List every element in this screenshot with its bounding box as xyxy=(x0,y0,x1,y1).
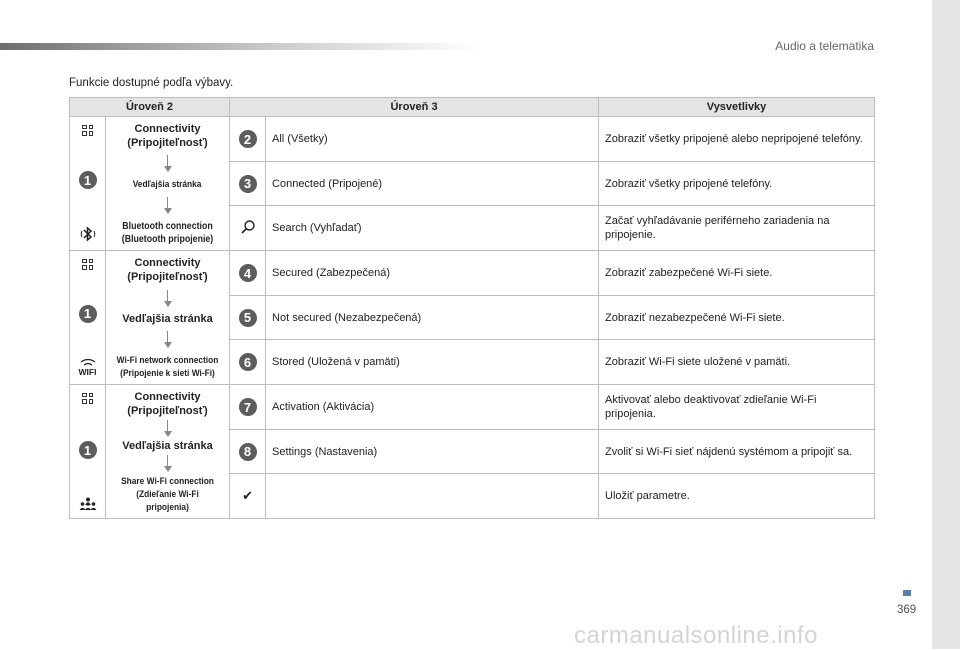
table-header-row xyxy=(70,98,875,117)
desc-settings: Zvoliť si Wi-Fi sieť nájdenú systémom a pripojiť sa. xyxy=(599,430,875,474)
header-level3: Úroveň 3 xyxy=(230,98,599,117)
arrow-down-icon xyxy=(164,155,172,172)
badge-6: 6 xyxy=(239,353,257,371)
level3-badge-cell xyxy=(230,430,266,474)
apps-grid-icon xyxy=(82,259,93,270)
page-number: 369 xyxy=(897,604,917,616)
apps-grid-icon xyxy=(82,125,93,136)
desc-secured: Zobraziť zabezpečené Wi-Fi siete. xyxy=(599,251,875,296)
watermark: carmanualsonline.info xyxy=(574,622,818,649)
arrow-down-icon xyxy=(164,455,172,472)
share-users-icon xyxy=(79,497,97,511)
level3-badge-cell xyxy=(230,162,266,206)
page-marker xyxy=(903,590,911,596)
level2-bluetooth xyxy=(106,117,230,251)
search-icon xyxy=(240,219,256,235)
table-row xyxy=(70,251,875,296)
level3-settings: Settings (Nastavenia) xyxy=(266,430,599,474)
header-explanations: Vysvetlivky xyxy=(599,98,875,117)
level2-wifi-connection: Wi-Fi network connection (Pripojenie k sieti Wi-Fi) xyxy=(116,354,219,379)
level3-connected: Connected (Pripojené) xyxy=(266,162,599,206)
group-icons-wifi xyxy=(70,251,106,385)
desc-all: Zobraziť všetky pripojené alebo nepripojené telefóny. xyxy=(599,117,875,162)
level3-badge-cell xyxy=(230,251,266,296)
header-gradient-bar xyxy=(0,43,480,50)
badge-1: 1 xyxy=(79,441,97,459)
badge-1: 1 xyxy=(79,171,97,189)
badge-8: 8 xyxy=(239,443,257,461)
arrow-down-icon xyxy=(164,197,172,214)
desc-activation: Aktivovať alebo deaktivovať zdieľanie Wi-Fi pripojenia. xyxy=(599,385,875,430)
page-side-strip xyxy=(932,0,960,649)
section-title: Audio a telematika xyxy=(775,39,874,53)
wifi-label: WIFI xyxy=(78,366,97,377)
arrow-down-icon xyxy=(164,331,172,348)
level2-subpage: Vedľajšia stránka xyxy=(122,312,213,325)
level3-badge-cell xyxy=(230,296,266,340)
apps-grid-icon xyxy=(82,393,93,404)
level3-not-secured: Not secured (Nezabezpečená) xyxy=(266,296,599,340)
level2-subpage: Vedľajšia stránka xyxy=(122,440,213,452)
level3-icon-cell xyxy=(230,474,266,519)
badge-5: 5 xyxy=(239,309,257,327)
level3-empty xyxy=(266,474,599,519)
badge-4: 4 xyxy=(239,264,257,282)
level3-all: All (Všetky) xyxy=(266,117,599,162)
level2-wifi xyxy=(106,251,230,385)
table-row xyxy=(70,117,875,162)
group-icons-share-wifi xyxy=(70,385,106,519)
level2-connectivity: Connectivity (Pripojiteľnosť) xyxy=(127,390,208,417)
level2-connectivity: Connectivity (Pripojiteľnosť) xyxy=(127,256,208,283)
level3-badge-cell xyxy=(230,385,266,430)
level2-subpage: Vedľajšia stránka xyxy=(133,179,202,190)
level3-badge-cell xyxy=(230,340,266,385)
level3-badge-cell xyxy=(230,117,266,162)
checkmark-icon: ✔ xyxy=(242,488,253,503)
desc-save: Uložiť parametre. xyxy=(599,474,875,519)
level2-connectivity: Connectivity (Pripojiteľnosť) xyxy=(127,122,208,149)
level3-stored: Stored (Uložená v pamäti) xyxy=(266,340,599,385)
level3-activation: Activation (Aktivácia) xyxy=(266,385,599,430)
intro-text: Funkcie dostupné podľa výbavy. xyxy=(69,77,234,89)
arrow-down-icon xyxy=(164,420,172,437)
level3-icon-cell xyxy=(230,206,266,251)
functions-table xyxy=(69,97,875,519)
level3-secured: Secured (Zabezpečená) xyxy=(266,251,599,296)
desc-stored: Zobraziť Wi-Fi siete uložené v pamäti. xyxy=(599,340,875,385)
table-row xyxy=(70,385,875,430)
badge-1: 1 xyxy=(79,305,97,323)
badge-2: 2 xyxy=(239,130,257,148)
desc-connected: Zobraziť všetky pripojené telefóny. xyxy=(599,162,875,206)
wifi-icon xyxy=(79,358,97,377)
level2-bluetooth-connection: Bluetooth connection (Bluetooth pripojenie) xyxy=(121,220,214,245)
level3-search: Search (Vyhľadať) xyxy=(266,206,599,251)
arrow-down-icon xyxy=(164,290,172,307)
header-level2: Úroveň 2 xyxy=(70,98,230,117)
badge-3: 3 xyxy=(239,175,257,193)
badge-7: 7 xyxy=(239,398,257,416)
level2-share-wifi xyxy=(106,385,230,519)
bluetooth-icon xyxy=(80,225,96,243)
desc-search: Začať vyhľadávanie periférneho zariadenia na pripojenie. xyxy=(599,206,875,251)
group-icons-bluetooth xyxy=(70,117,106,251)
desc-not-secured: Zobraziť nezabezpečené Wi-Fi siete. xyxy=(599,296,875,340)
level2-share-connection: Share Wi-Fi connection (Zdieľanie Wi-Fi pripojenia) xyxy=(121,475,214,513)
